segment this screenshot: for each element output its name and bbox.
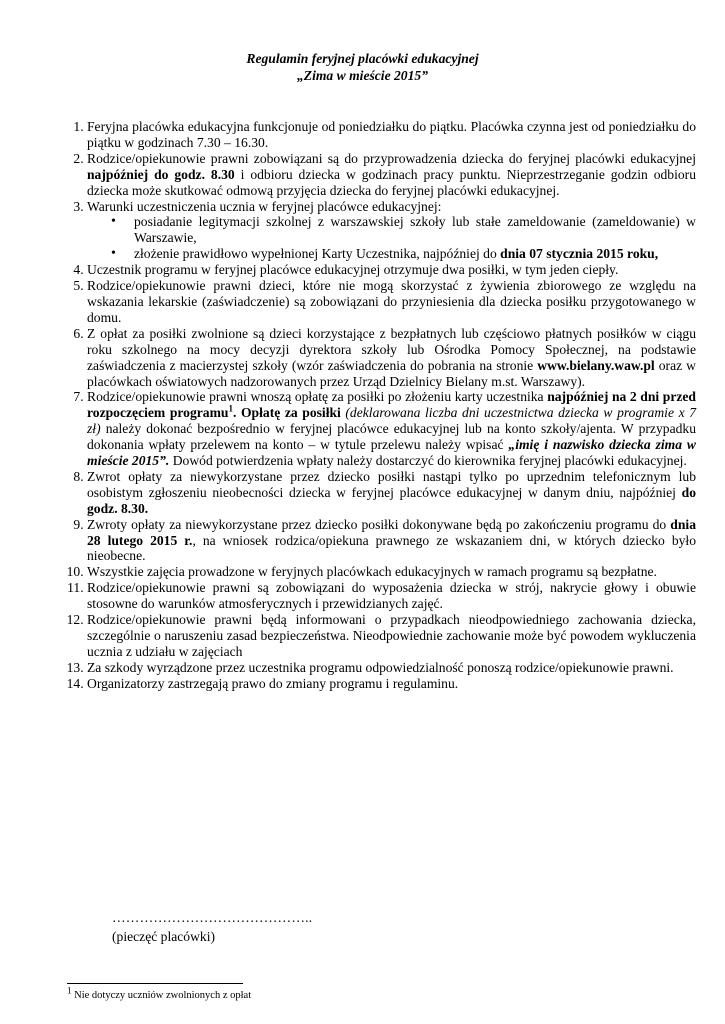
condition-item: • złożenie prawidłowo wypełnionej Karty Uczestnika, najpóźniej do dnia 07 stycznia 2015 roku, bbox=[134, 246, 696, 262]
rule-13: 13. Za szkody wyrządzone przez uczestnika programu odpowiedzialność ponoszą rodzice/opiekunowie prawni. bbox=[87, 660, 696, 676]
rule-11: 11. Rodzice/opiekunowie prawni są zobowiązani do wyposażenia dziecka w strój, nakrycie głowy i obuwie stosowne do warunków atmosferycznych i przewidzianych zajęć. bbox=[87, 580, 696, 612]
document-title bbox=[0, 50, 725, 84]
footnote-mark: 1 bbox=[67, 985, 72, 996]
rule-2: 2. Rodzice/opiekunowie prawni zobowiązani są do przyprowadzenia dziecka do feryjnej placówki edukacyjnej najpóźniej do godz. 8.30 i odbioru dziecka w godzinach pracy punktu. Nieprzestrzeganie godzin odbioru dziecka może skutkować odmową przyjęcia dziecka do feryjnej placówki edukacyjnej. bbox=[87, 151, 696, 199]
rule-4: 4. Uczestnik programu w feryjnej placówce edukacyjnej otrzymuje dwa posiłki, w tym jeden ciepły. bbox=[87, 262, 696, 278]
rule-3-conditions bbox=[87, 214, 696, 262]
rule-5: 5. Rodzice/opiekunowie prawni dzieci, które nie mogą skorzystać z żywienia zbiorowego ze względu na wskazania lekarskie (zaświadczenie) są zobowiązani do przyniesienia dla dziecka posiłku przygotowanego w domu. bbox=[87, 278, 696, 326]
rule-10: 10. Wszystkie zajęcia prowadzone w feryjnych placówkach edukacyjnych w ramach programu są bezpłatne. bbox=[87, 564, 696, 580]
signature-label: (pieczęć placówki) bbox=[112, 929, 216, 944]
footnote-text: Nie dotyczy uczniów zwolnionych z opłat bbox=[71, 990, 252, 1001]
footnote-divider bbox=[67, 983, 243, 984]
condition-item: • posiadanie legitymacji szkolnej z warszawskiej szkoły lub stałe zameldowanie (zameldowanie) w Warszawie, bbox=[134, 214, 696, 246]
rule-14: 14. Organizatorzy zastrzegają prawo do zmiany programu i regulaminu. bbox=[87, 676, 696, 692]
footnote bbox=[67, 985, 252, 1002]
rule-8: 8. Zwrot opłaty za niewykorzystane przez dziecko posiłki nastąpi tylko po uprzednim telefonicznym lub osobistym zgłoszeniu nieobecności dziecka w feryjnej placówce edukacyjnej w danym dniu, najpóźniej do godz. 8.30. bbox=[87, 469, 696, 517]
rule-7: 7. Rodzice/opiekunowie prawni wnoszą opłatę za posiłki po złożeniu karty uczestnika najpóźniej na 2 dni przed rozpoczęciem programu$^1$. Opłatę za posiłki (deklarowana liczba dni uczestnictwa dziecka w programie x 7 zł) należy dokonać bezpośrednio w feryjnej placówce edukacyjnej lub na konto szkoły/ajenta. W przypadku dokonania wpłaty przelewem na konto – w tytule przelewu należy wpisać „imię i nazwisko dziecka zima w mieście 2015”. Dowód potwierdzenia wpłaty należy dostarczyć do kierownika feryjnej placówki edukacyjnej. bbox=[87, 389, 696, 469]
rule-1: 1. Feryjna placówka edukacyjna funkcjonuje od poniedziałku do piątku. Placówka czynna jest od poniedziałku do piątku w godzinach 7.30 – 16.30. bbox=[87, 119, 696, 151]
rule-12: 12. Rodzice/opiekunowie prawni będą informowani o przypadkach nieodpowiedniego zachowania dziecka, szczególnie o naruszeniu zasad bezpieczeństwa. Nieodpowiednie zachowanie może być powodem wykluczenia ucznia z udziału w zajęciach bbox=[87, 612, 696, 660]
title-line-2: „Zima w mieście 2015” bbox=[296, 68, 428, 83]
rule-9: 9. Zwroty opłaty za niewykorzystane przez dziecko posiłki dokonywane będą po zakończeniu programu do dnia 28 lutego 2015 r., na wniosek rodzica/opiekuna prawnego ze wskazaniem dni, w których dziecko było nieobecne. bbox=[87, 517, 696, 565]
rule-6: 6. Z opłat za posiłki zwolnione są dzieci korzystające z bezpłatnych lub częściowo płatnych posiłków w ciągu roku szkolnego na mocy decyzji dyrektora szkoły lub Ośrodka Pomocy Społecznej, na podstawie zaświadczenia z macierzystej szkoły (wzór zaświadczenia do pobrania na stronie www.bielany.waw.pl oraz w placówkach oświatowych nadzorowanych przez Urząd Dzielnicy Bielany m.st. Warszawy). bbox=[87, 326, 696, 390]
footnote-reference: 1 bbox=[228, 403, 233, 414]
title-line-1: Regulamin feryjnej placówki edukacyjnej bbox=[246, 51, 479, 66]
website-link-text: www.bielany.waw.pl bbox=[537, 357, 655, 373]
rules-list bbox=[48, 119, 696, 692]
signature-line: …………………………………….. bbox=[112, 910, 313, 925]
rule-3: 3. Warunki uczestniczenia ucznia w feryjnej placówce edukacyjnej: • posiadanie legitymacji szkolnej z warszawskiej szkoły lub stałe zameldowanie (zameldowanie) w Warszawie, • złożenie prawidłowo wypełnionej Karty Uczestnika, najpóźniej do dnia 07 stycznia 2015 roku, bbox=[87, 199, 696, 263]
